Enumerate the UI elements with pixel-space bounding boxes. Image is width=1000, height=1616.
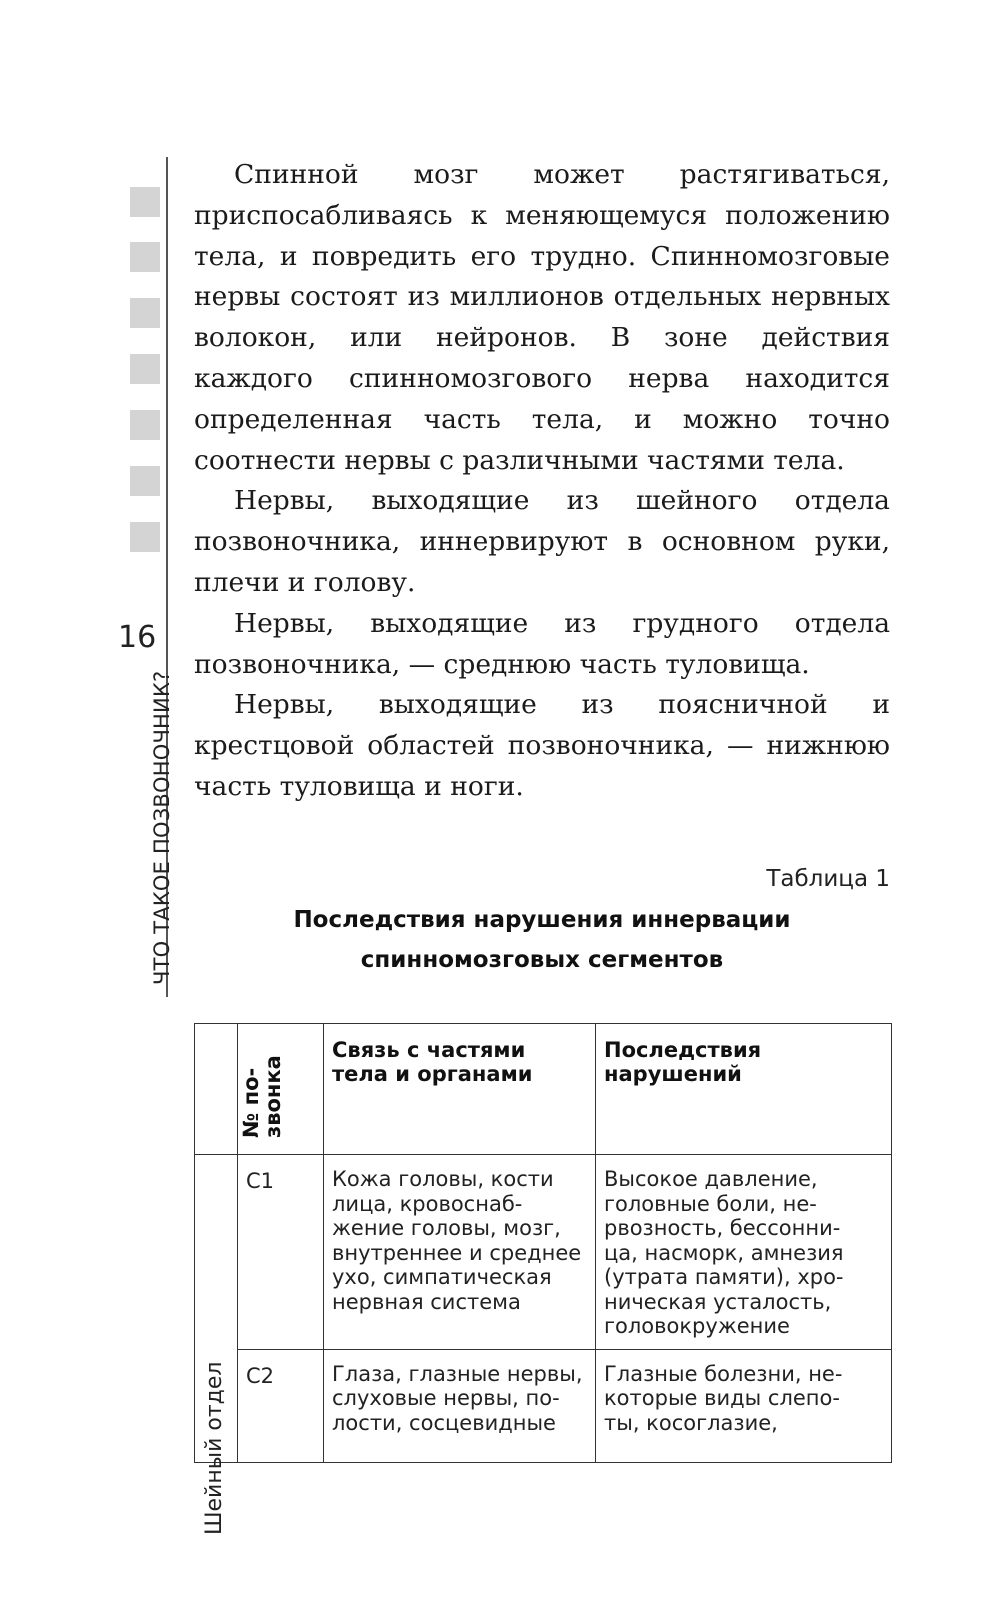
paragraph: Спинной мозг может растягиваться, приспосабливаясь к меняющемуся положению тела, и повредить его трудно. Спинномозговые нервы состоят из миллионов отдельных нервных волокон, или нейронов. В зоне действия каждого спинномозгового нерва находится определенная часть тела, и можно точно соотнести нервы с различными частями тела. bbox=[194, 159, 890, 476]
margin-square bbox=[130, 410, 160, 440]
vertebra-cell: C1 bbox=[238, 1155, 324, 1350]
consequences-cell bbox=[596, 1349, 892, 1462]
cell-line: ухо, симпатическая bbox=[332, 1265, 552, 1289]
header-vertebra bbox=[238, 1024, 324, 1155]
page-number: 16 bbox=[118, 620, 157, 655]
margin-square bbox=[130, 522, 160, 552]
section-label: Шейный отдел bbox=[202, 1361, 227, 1535]
running-head: ЧТО ТАКОЕ ПОЗВОНОЧНИК? bbox=[150, 670, 174, 985]
table-row bbox=[195, 1155, 892, 1350]
relation-cell bbox=[324, 1349, 596, 1462]
cell-line: которые виды слепо- bbox=[604, 1386, 840, 1410]
cell-line: лица, кровоснаб- bbox=[332, 1191, 523, 1216]
margin-square bbox=[130, 354, 160, 384]
cell-line: (утрата памяти), хро- bbox=[604, 1265, 844, 1289]
body-text bbox=[194, 155, 890, 808]
cell-line: слуховые нервы, по- bbox=[332, 1386, 560, 1410]
vertebra-cell: C2 bbox=[238, 1349, 324, 1462]
header-relation: Связь с частями тела и органами bbox=[324, 1024, 596, 1155]
section-cell bbox=[195, 1155, 238, 1535]
header-vertebra-line: звонка bbox=[261, 1055, 285, 1138]
margin-square bbox=[130, 242, 160, 272]
header-consequences: Последствия нарушений bbox=[596, 1024, 892, 1155]
cell-line: лости, сосцевидные bbox=[332, 1410, 556, 1435]
table-label: Таблица 1 bbox=[766, 866, 890, 892]
cell-line: Глаза, глазные нервы, bbox=[332, 1361, 583, 1386]
table-title bbox=[194, 900, 890, 980]
consequences-cell bbox=[596, 1155, 892, 1350]
paragraph: Нервы, выходящие из шейного отдела позвоночника, иннервируют в основном руки, плечи и голову. bbox=[194, 485, 890, 598]
cell-line: жение головы, мозг, bbox=[332, 1216, 561, 1240]
margin-square bbox=[130, 466, 160, 496]
margin-square bbox=[130, 187, 160, 217]
cell-line: рвозность, бессонни- bbox=[604, 1216, 841, 1240]
relation-cell bbox=[324, 1155, 596, 1350]
table-row bbox=[195, 1349, 892, 1462]
header-section-blank bbox=[195, 1024, 238, 1155]
table-title-line: спинномозговых сегментов bbox=[360, 947, 724, 973]
innervation-table bbox=[194, 1023, 892, 1535]
table-header-row bbox=[195, 1024, 892, 1155]
cell-line: внутреннее и среднее bbox=[332, 1240, 582, 1265]
cell-line: нервная система bbox=[332, 1289, 521, 1314]
cell-line: Глазные болезни, не- bbox=[604, 1361, 843, 1386]
cell-line: ническая усталость, bbox=[604, 1289, 832, 1314]
cell-line: Высокое давление, bbox=[604, 1167, 818, 1191]
table-title-line: Последствия нарушения иннервации bbox=[293, 907, 791, 933]
header-vertebra-line: № по- bbox=[239, 1067, 263, 1138]
cell-line: ца, насморк, амнезия bbox=[604, 1240, 844, 1265]
cell-line: Кожа головы, кости bbox=[332, 1167, 554, 1191]
cell-line: головокружение bbox=[604, 1314, 790, 1338]
cell-line: головные боли, не- bbox=[604, 1191, 817, 1216]
cell-line: ты, косоглазие, bbox=[604, 1410, 778, 1435]
paragraph: Нервы, выходящие из поясничной и крестцовой областей позвоночника, — нижнюю часть туловища и ноги. bbox=[194, 689, 890, 802]
paragraph: Нервы, выходящие из грудного отдела позвоночника, — среднюю часть туловища. bbox=[194, 607, 890, 680]
margin-square bbox=[130, 298, 160, 328]
